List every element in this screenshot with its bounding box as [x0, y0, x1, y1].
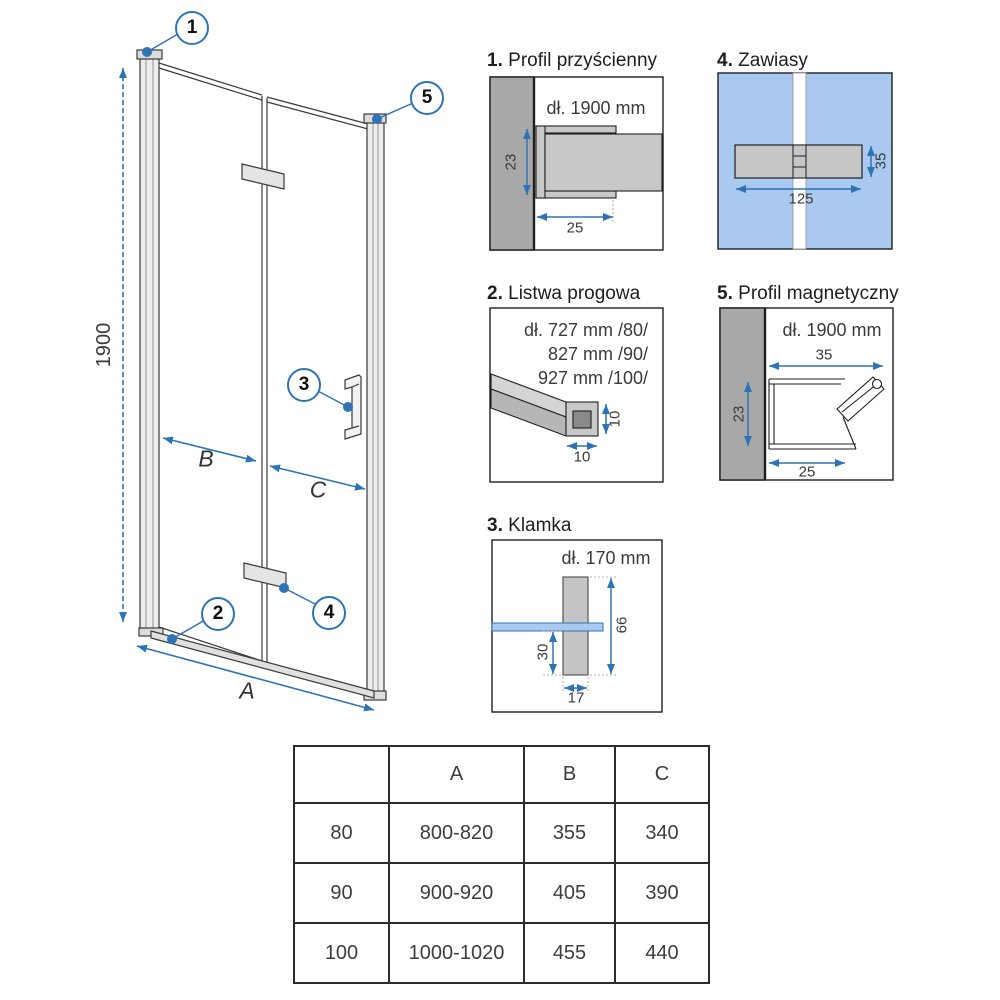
- panel-2-dim-10-h: 10: [573, 448, 591, 466]
- panel-1-title: [487, 50, 657, 72]
- panel-5-dim-35: 35: [815, 346, 833, 364]
- table-cell: 340: [615, 803, 709, 863]
- panel-2-length-90: 827 mm /90/: [547, 344, 648, 364]
- panel-3-title: [487, 515, 572, 537]
- callout-4: 4: [312, 596, 346, 630]
- panel-1-name: Profil przyścienny: [508, 50, 658, 71]
- panel-4-drawing: [718, 73, 892, 249]
- table-header-row: [294, 746, 709, 803]
- table-cell: 455: [524, 923, 615, 983]
- table-row: [294, 923, 709, 983]
- door-hinge-bottom: [244, 563, 286, 588]
- door-hinge-top: [242, 164, 284, 189]
- panel-3-number: 3.: [487, 515, 503, 536]
- glass-strip: [492, 623, 603, 631]
- panel-4-dim-35: 35: [872, 152, 890, 170]
- panel-1-dim-25: 25: [566, 219, 584, 237]
- door-drawing: [123, 34, 413, 710]
- panel-1-dim-23: 23: [502, 153, 520, 171]
- panel-5-title: [717, 283, 899, 305]
- table-cell: 390: [615, 863, 709, 923]
- callout-1: 1: [175, 11, 209, 45]
- panel-1-length-label: dł. 1900 mm: [546, 98, 646, 118]
- table-cell: 900-920: [389, 863, 524, 923]
- panel-5-name: Profil magnetyczny: [738, 283, 899, 304]
- callout-2: 2: [201, 597, 235, 631]
- table-cell: 80: [294, 803, 389, 863]
- panel-1-number: 1.: [487, 50, 503, 71]
- panel-2-name: Listwa progowa: [508, 283, 641, 304]
- panel-3-dim-30: 30: [534, 643, 552, 661]
- panel-5-dim-25: 25: [798, 463, 816, 481]
- size-table: [293, 745, 710, 984]
- door-magnetic-profile: [364, 114, 386, 700]
- wall-section: [720, 308, 765, 480]
- panel-2-number: 2.: [487, 283, 503, 304]
- panel-4-title: [717, 50, 808, 72]
- panel-3-name: Klamka: [508, 515, 572, 536]
- door-wall-profile: [137, 50, 163, 636]
- table-cell: 90: [294, 863, 389, 923]
- height-dimension-label: 1900: [93, 322, 115, 368]
- table-header-b: B: [524, 746, 615, 803]
- panel-2-dim-10-v: 10: [606, 410, 624, 428]
- table-row: [294, 803, 709, 863]
- panel-3-dim-66: 66: [613, 616, 631, 634]
- table-cell: 1000-1020: [389, 923, 524, 983]
- callout-3: 3: [287, 368, 321, 402]
- table-cell: 355: [524, 803, 615, 863]
- table-cell: 440: [615, 923, 709, 983]
- wall-profile-section: [536, 126, 662, 198]
- panel-3-length-label: dł. 170 mm: [561, 548, 651, 568]
- panel-4-name: Zawiasy: [738, 50, 808, 71]
- table-cell: 405: [524, 863, 615, 923]
- c-dimension-label: C: [309, 476, 327, 503]
- table-header-c: C: [615, 746, 709, 803]
- panel-2-length-100: 927 mm /100/: [537, 368, 648, 388]
- panel-5-dim-23: 23: [730, 405, 748, 423]
- table-header-a: A: [389, 746, 524, 803]
- callout-5: 5: [410, 81, 444, 115]
- panel-2-length-80: dł. 727 mm /80/: [523, 320, 648, 340]
- table-row: [294, 863, 709, 923]
- panel-2-title: [487, 283, 640, 305]
- panel-5-number: 5.: [717, 283, 733, 304]
- a-dimension-label: A: [239, 677, 255, 704]
- panel-3-dim-17: 17: [567, 689, 585, 707]
- panel-4-number: 4.: [717, 50, 733, 71]
- a-dimension-line: [137, 646, 374, 710]
- table-cell: 800-820: [389, 803, 524, 863]
- panel-2-length-block: [500, 318, 648, 390]
- table-header-size: [294, 746, 389, 803]
- panel-4-dim-125: 125: [788, 190, 814, 208]
- table-cell: 100: [294, 923, 389, 983]
- panel-5-length-label: dł. 1900 mm: [782, 320, 882, 340]
- b-dimension-label: B: [198, 445, 214, 472]
